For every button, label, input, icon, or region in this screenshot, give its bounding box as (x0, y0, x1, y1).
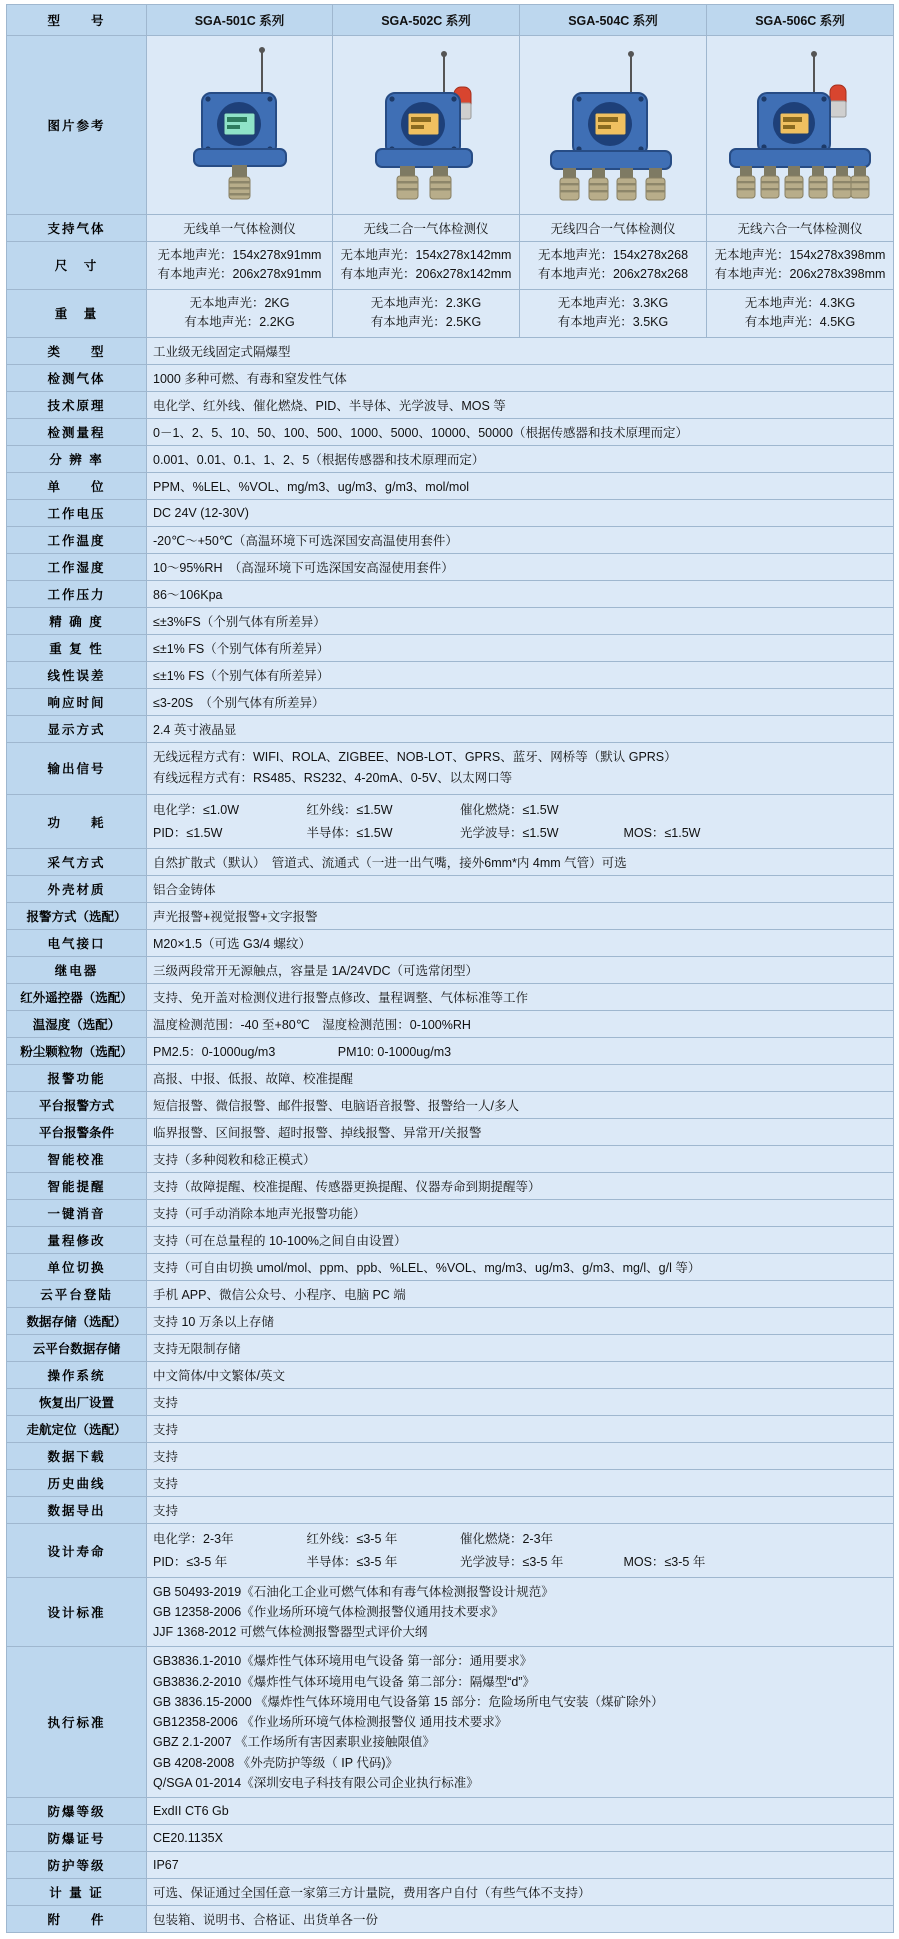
table-row (7, 1146, 894, 1173)
table-row (7, 957, 894, 984)
table-row (7, 1497, 894, 1524)
power-electrochem: 电化学：≤1.0W (153, 803, 240, 818)
gas-detector-6-icon (710, 41, 890, 209)
spec2-value-12: 支持（故障提醒、校准提醒、传感器更换提醒、仪器寿命到期提醒等） (147, 1173, 894, 1200)
table-row (7, 742, 894, 795)
spec2-label-12: 智能提醒 (7, 1173, 147, 1200)
spec-value-9: 86～106Kpa (147, 580, 894, 607)
power-label: 功 耗 (7, 795, 147, 849)
spec-value-8: 10～95%RH （高湿环境下可选深国安高湿使用套件） (147, 553, 894, 580)
spec2-value-24: 支持 (147, 1497, 894, 1524)
spec-label-13: 响应时间 (7, 688, 147, 715)
spec2-label-15: 单位切换 (7, 1254, 147, 1281)
power-mos: MOS：≤1.5W (623, 825, 701, 840)
design-standard-line-2: JJF 1368-2012 可燃气体检测报警器型式评价大纲 (153, 1625, 428, 1640)
weight-2-b: 有本地声光：2.5KG (370, 315, 482, 330)
table-row (7, 1227, 894, 1254)
size-3-a: 无本地声光：154x278x268 (537, 248, 689, 262)
supported-gas-1: 无线单一气体检测仪 (147, 215, 333, 242)
supported-gas-2: 无线二合一气体检测仪 (333, 215, 520, 242)
table-row (7, 984, 894, 1011)
spec2-label-24: 数据导出 (7, 1497, 147, 1524)
table-row (7, 1173, 894, 1200)
tail-label-2: 防护等级 (7, 1852, 147, 1879)
spec2-value-6: 温度检测范围：-40 至+80℃ 湿度检测范围：0-100%RH (147, 1011, 894, 1038)
table-row (7, 1647, 894, 1798)
spec2-value-9: 短信报警、微信报警、邮件报警、电脑语音报警、报警给一人/多人 (147, 1092, 894, 1119)
spec2-label-21: 走航定位（选配） (7, 1416, 147, 1443)
size-2-b: 有本地声光：206x278x142mm (340, 267, 512, 282)
table-row (7, 1200, 894, 1227)
spec2-value-11: 支持（多种阅敉和稔正模式） (147, 1146, 894, 1173)
spec-label-8: 工作湿度 (7, 553, 147, 580)
size-1-b: 有本地声光：206x278x91mm (157, 267, 322, 282)
table-row (7, 607, 894, 634)
output-line-1: 无线远程方式有：WIFI、ROLA、ZIGBEE、NOB-LOT、GPRS、蓝牙、网桥等（默认 GPRS） (153, 749, 677, 764)
table-row (7, 661, 894, 688)
tail-value-1: CE20.1135X (147, 1825, 894, 1852)
table-row (7, 1879, 894, 1906)
power-line-1 (153, 799, 887, 822)
table-row (7, 36, 894, 215)
spec-label-2: 技术原理 (7, 391, 147, 418)
life-infrared: 红外线：≤3-5 年 (306, 1532, 398, 1547)
size-1 (147, 242, 333, 290)
table-row (7, 5, 894, 36)
table-row (7, 1038, 894, 1065)
table-row (7, 1308, 894, 1335)
spec-value-11: ≤±1% FS（个别气体有所差异） (147, 634, 894, 661)
table-row (7, 903, 894, 930)
spec2-value-19: 中文简体/中文繁体/英文 (147, 1362, 894, 1389)
spec2-label-1: 外壳材质 (7, 876, 147, 903)
output-signal-value (147, 742, 894, 795)
table-row (7, 1389, 894, 1416)
weight-3 (520, 289, 707, 337)
spec2-label-23: 历史曲线 (7, 1470, 147, 1497)
weight-1-a: 无本地声光：2KG (189, 295, 290, 310)
spec2-label-0: 采气方式 (7, 849, 147, 876)
table-row (7, 499, 894, 526)
tail-value-4: 包装箱、说明书、合格证、出货单各一份 (147, 1906, 894, 1933)
table-row (7, 634, 894, 661)
size-4-a: 无本地声光：154x278x398mm (714, 248, 886, 262)
table-row (7, 526, 894, 553)
spec2-value-4: 三级两段常开无源触点，容量是 1A/24VDC（可选常闭型） (147, 957, 894, 984)
device-image-4 (707, 36, 894, 215)
output-signal-label: 输出信号 (7, 742, 147, 795)
tail-label-4: 附 件 (7, 1906, 147, 1933)
spec2-value-3: M20×1.5（可选 G3/4 螺纹） (147, 930, 894, 957)
spec2-value-5: 支持、免开盖对检测仪进行报警点修改、量程调整、气体标准等工作 (147, 984, 894, 1011)
table-row (7, 418, 894, 445)
exec-standard-value (147, 1647, 894, 1798)
spec2-label-11: 智能校准 (7, 1146, 147, 1173)
spec2-value-17: 支持 10 万条以上存储 (147, 1308, 894, 1335)
table-row (7, 1906, 894, 1933)
spec2-label-13: 一键消音 (7, 1200, 147, 1227)
spec-label-5: 单 位 (7, 472, 147, 499)
table-row (7, 1362, 894, 1389)
table-row (7, 391, 894, 418)
exec-standard-line-1: GB3836.2-2010《爆炸性气体环境用电气设备 第二部分：隔爆型“d”》 (153, 1674, 536, 1689)
size-1-a: 无本地声光：154x278x91mm (157, 248, 322, 262)
spec2-label-22: 数据下载 (7, 1443, 147, 1470)
spec2-value-2: 声光报警+视觉报警+文字报警 (147, 903, 894, 930)
spec-value-13: ≤3-20S （个别气体有所差异） (147, 688, 894, 715)
spec-value-6: DC 24V (12-30V) (147, 499, 894, 526)
table-row (7, 242, 894, 290)
table-row (7, 1798, 894, 1825)
spec2-value-21: 支持 (147, 1416, 894, 1443)
spec2-value-13: 支持（可手动消除本地声光报警功能） (147, 1200, 894, 1227)
weight-3-a: 无本地声光：3.3KG (557, 295, 669, 310)
table-row (7, 1092, 894, 1119)
spec-label-14: 显示方式 (7, 715, 147, 742)
table-row (7, 876, 894, 903)
life-line-1 (153, 1528, 887, 1551)
table-row (7, 1470, 894, 1497)
supported-gas-label: 支持气体 (7, 215, 147, 242)
tail-value-3: 可选、保证通过全国任意一家第三方计量院，费用客户自付（有些气体不支持） (147, 1879, 894, 1906)
model-col-4: SGA-506C 系列 (707, 5, 894, 36)
supported-gas-4: 无线六合一气体检测仪 (707, 215, 894, 242)
model-label: 型 号 (7, 5, 147, 36)
spec-value-4: 0.001、0.01、0.1、1、2、5（根据传感器和技术原理而定） (147, 445, 894, 472)
table-row (7, 1852, 894, 1879)
spec2-label-8: 报警功能 (7, 1065, 147, 1092)
power-infrared: 红外线：≤1.5W (306, 803, 393, 818)
power-line-2 (153, 822, 887, 845)
life-optical: 光学波导：≤3-5 年 (459, 1554, 564, 1569)
weight-2 (333, 289, 520, 337)
gas-detector-1-icon (150, 41, 330, 209)
spec-label-3: 检测量程 (7, 418, 147, 445)
weight-1 (147, 289, 333, 337)
model-col-2: SGA-502C 系列 (333, 5, 520, 36)
spec2-label-19: 操作系统 (7, 1362, 147, 1389)
power-pid: PID：≤1.5W (153, 825, 223, 840)
table-row (7, 215, 894, 242)
spec-value-7: -20℃～+50℃（高温环境下可选深国安高温使用套件） (147, 526, 894, 553)
output-line-2: 有线远程方式有：RS485、RS232、4-20mA、0-5V、以太网口等 (153, 771, 513, 786)
size-2 (333, 242, 520, 290)
size-3-b: 有本地声光：206x278x268 (537, 267, 689, 282)
exec-standard-line-0: GB3836.1-2010《爆炸性气体环境用电气设备 第一部分：通用要求》 (153, 1654, 533, 1669)
exec-standard-label: 执行标准 (7, 1647, 147, 1798)
spec2-value-10: 临界报警、区间报警、超时报警、掉线报警、异常开/关报警 (147, 1119, 894, 1146)
table-row (7, 688, 894, 715)
design-standard-label: 设计标准 (7, 1578, 147, 1647)
table-row (7, 1578, 894, 1647)
spec2-value-15: 支持（可自由切换 umol/mol、ppm、ppb、%LEL、%VOL、mg/m3、ug/m3、g/m3、mg/l、g/l 等） (147, 1254, 894, 1281)
spec-label-0: 类 型 (7, 337, 147, 364)
table-row (7, 930, 894, 957)
spec-value-5: PPM、%LEL、%VOL、mg/m3、ug/m3、g/m3、mol/mol (147, 472, 894, 499)
exec-standard-line-2: GB 3836.15-2000 《爆炸性气体环境用电气设备第 15 部分：危险场所电气安装（煤矿除外） (153, 1694, 664, 1709)
spec2-value-8: 高报、中报、低报、故障、校准提醒 (147, 1065, 894, 1092)
table-row (7, 1416, 894, 1443)
image-ref-label: 图片参考 (7, 36, 147, 215)
life-electrochem: 电化学：2-3年 (153, 1532, 234, 1547)
design-standard-line-1: GB 12358-2006《作业场所环境气体检测报警仪通用技术要求》 (153, 1605, 504, 1620)
spec2-value-16: 手机 APP、微信公众号、小程序、电脑 PC 端 (147, 1281, 894, 1308)
table-row (7, 289, 894, 337)
spec2-label-3: 电气接口 (7, 930, 147, 957)
gas-detector-4-icon (523, 41, 703, 209)
device-image-1 (147, 36, 333, 215)
exec-standard-line-5: GB 4208-2008 《外壳防护等级（ IP 代码)》 (153, 1755, 398, 1770)
weight-2-a: 无本地声光：2.3KG (370, 295, 482, 310)
exec-standard-line-3: GB12358-2006 《作业场所环境气体检测报警仪 通用技术要求》 (153, 1715, 508, 1729)
tail-label-3: 计 量 证 (7, 1879, 147, 1906)
table-row (7, 1335, 894, 1362)
spec-value-14: 2.4 英寸液晶显 (147, 715, 894, 742)
gas-detector-2-icon (336, 41, 516, 209)
size-4-b: 有本地声光：206x278x398mm (714, 267, 886, 282)
device-image-3 (520, 36, 707, 215)
life-pid: PID：≤3-5 年 (153, 1554, 228, 1569)
spec-value-12: ≤±1% FS（个别气体有所差异） (147, 661, 894, 688)
weight-4-b: 有本地声光：4.5KG (744, 315, 856, 330)
power-semiconductor: 半导体：≤1.5W (306, 825, 393, 840)
spec2-label-16: 云平台登陆 (7, 1281, 147, 1308)
table-row (7, 1011, 894, 1038)
table-row (7, 715, 894, 742)
spec-value-3: 0－1、2、5、10、50、100、500、1000、5000、10000、50000（根据传感器和技术原理而定） (147, 418, 894, 445)
power-optical: 光学波导：≤1.5W (459, 825, 559, 840)
spec2-label-7: 粉尘颗粒物（选配） (7, 1038, 147, 1065)
size-2-a: 无本地声光：154x278x142mm (340, 248, 512, 262)
weight-1-b: 有本地声光：2.2KG (184, 315, 295, 330)
design-standard-value (147, 1578, 894, 1647)
table-row (7, 795, 894, 849)
weight-3-b: 有本地声光：3.5KG (557, 315, 669, 330)
exec-standard-line-4: GBZ 2.1-2007 《工作场所有害因素职业接触限值》 (153, 1735, 435, 1750)
design-standard-line-0: GB 50493-2019《石油化工企业可燃气体和有毒气体检测报警设计规范》 (153, 1585, 554, 1600)
power-value (147, 795, 894, 849)
spec-label-6: 工作电压 (7, 499, 147, 526)
table-row (7, 472, 894, 499)
size-4 (707, 242, 894, 290)
table-row (7, 1443, 894, 1470)
table-row (7, 849, 894, 876)
table-row (7, 1119, 894, 1146)
life-semiconductor: 半导体：≤3-5 年 (306, 1554, 398, 1569)
spec2-value-14: 支持（可在总量程的 10-100%之间自由设置） (147, 1227, 894, 1254)
spec2-label-14: 量程修改 (7, 1227, 147, 1254)
spec2-label-2: 报警方式（选配） (7, 903, 147, 930)
life-catalytic: 催化燃烧：2-3年 (459, 1532, 554, 1547)
weight-4-a: 无本地声光：4.3KG (744, 295, 856, 310)
spec-label-10: 精 确 度 (7, 607, 147, 634)
table-row (7, 364, 894, 391)
table-row (7, 1281, 894, 1308)
power-catalytic: 催化燃烧：≤1.5W (459, 803, 559, 818)
spec2-label-4: 继电器 (7, 957, 147, 984)
spec2-value-22: 支持 (147, 1443, 894, 1470)
spec-value-2: 电化学、红外线、催化燃烧、PID、半导体、光学波导、MOS 等 (147, 391, 894, 418)
spec-table (6, 4, 894, 1933)
table-row (7, 580, 894, 607)
table-row (7, 1065, 894, 1092)
model-col-1: SGA-501C 系列 (147, 5, 333, 36)
spec-value-1: 1000 多种可燃、有毒和窒发性气体 (147, 364, 894, 391)
spec2-label-17: 数据存储（选配） (7, 1308, 147, 1335)
spec-label-9: 工作压力 (7, 580, 147, 607)
spec-label-1: 检测气体 (7, 364, 147, 391)
design-life-value (147, 1524, 894, 1578)
spec2-value-20: 支持 (147, 1389, 894, 1416)
spec-value-10: ≤±3%FS（个别气体有所差异） (147, 607, 894, 634)
tail-label-0: 防爆等级 (7, 1798, 147, 1825)
spec-label-4: 分 辨 率 (7, 445, 147, 472)
spec2-label-5: 红外遥控器（选配） (7, 984, 147, 1011)
spec2-value-1: 铝合金铸体 (147, 876, 894, 903)
size-label: 尺 寸 (7, 242, 147, 290)
spec-label-12: 线性误差 (7, 661, 147, 688)
tail-label-1: 防爆证号 (7, 1825, 147, 1852)
supported-gas-3: 无线四合一气体检测仪 (520, 215, 707, 242)
spec-label-11: 重 复 性 (7, 634, 147, 661)
spec2-label-20: 恢复出厂设置 (7, 1389, 147, 1416)
table-row (7, 1524, 894, 1578)
table-row (7, 553, 894, 580)
spec-label-7: 工作温度 (7, 526, 147, 553)
spec2-value-23: 支持 (147, 1470, 894, 1497)
spec2-label-10: 平台报警条件 (7, 1119, 147, 1146)
spec2-label-18: 云平台数据存储 (7, 1335, 147, 1362)
table-row (7, 1254, 894, 1281)
weight-label: 重 量 (7, 289, 147, 337)
model-col-3: SGA-504C 系列 (520, 5, 707, 36)
spec2-label-9: 平台报警方式 (7, 1092, 147, 1119)
spec2-value-0: 自然扩散式（默认） 管道式、流通式（一进一出气嘴，接外6mm*内 4mm 气管）可选 (147, 849, 894, 876)
spec-value-0: 工业级无线固定式隔爆型 (147, 337, 894, 364)
tail-value-0: ExdII CT6 Gb (147, 1798, 894, 1825)
spec2-value-7: PM2.5：0-1000ug/m3 PM10: 0-1000ug/m3 (147, 1038, 894, 1065)
spec2-label-6: 温湿度（选配） (7, 1011, 147, 1038)
size-3 (520, 242, 707, 290)
tail-value-2: IP67 (147, 1852, 894, 1879)
life-mos: MOS：≤3-5 年 (623, 1554, 706, 1569)
device-image-2 (333, 36, 520, 215)
spec2-value-18: 支持无限制存储 (147, 1335, 894, 1362)
exec-standard-line-6: Q/SGA 01-2014《深圳安电子科技有限公司企业执行标准》 (153, 1775, 479, 1790)
design-life-label: 设计寿命 (7, 1524, 147, 1578)
weight-4 (707, 289, 894, 337)
table-row (7, 445, 894, 472)
life-line-2 (153, 1551, 887, 1574)
table-row (7, 1825, 894, 1852)
table-row (7, 337, 894, 364)
